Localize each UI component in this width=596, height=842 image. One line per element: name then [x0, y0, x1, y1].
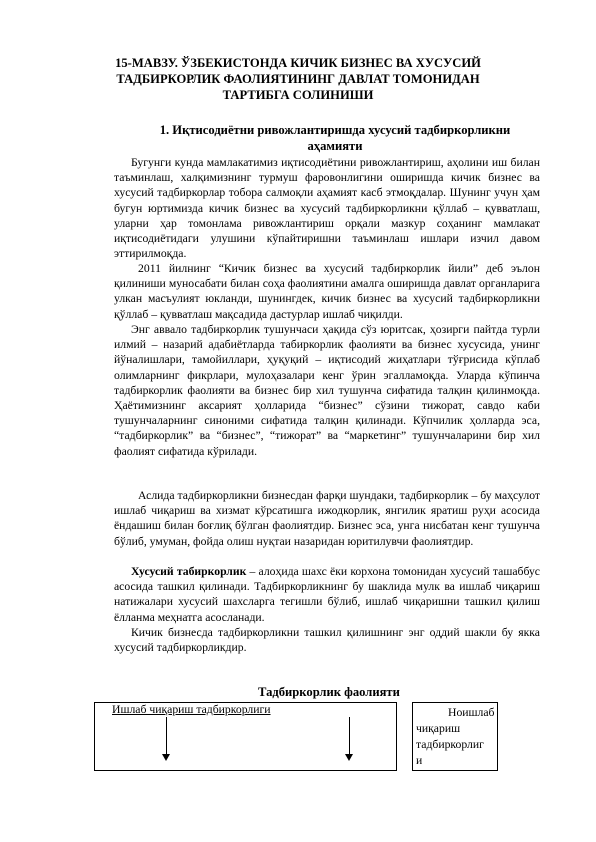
non-production-line-4: и [416, 754, 423, 767]
paragraph-5-text: – алоҳида шахс ёки корхона томонидан хусусий ташаббус асосида ташкил қилинади. Тадбиркорликнинг бу шаклида мулк ва ишлаб чиқариш натижалари хусусий шахсларга тегишли бўлиб, ишлаб чиқаришни ташкил қилиш ёлланма меҳнатга асосланади. [114, 565, 540, 624]
title-line-2: ТАДБИРКОРЛИК ФАОЛИЯТИНИНГ ДАВЛАТ ТОМОНИДАН [116, 71, 480, 86]
section-heading-line-2: аҳамияти [307, 138, 363, 153]
paragraph-3: Энг аввало тадбиркорлик тушунчаси ҳақида сўз юритсак, ҳозирги пайтда турли илмий – назарий адабиётларда табиркорлик фаолияти ва бизнес хусусида, унинг йўналишлари, тамойиллари, ҳуқуқий – иқтисодий жиҳатлари тўғрисида кўплаб олимларнинг фикрлари, мулоҳазалари кенг ўрин эгалламоқда. Уларда кўпинча тадбиркорлик фаолияти ва бизнес бир хил тушунча сифатида талқин қилинмоқда. Ҳаётимизнинг аксарият ҳолларида “бизнес” сўзини тижорат, савдо каби тушунчаларнинг синоними сифатида талқин қилинади. Кўпчилик ҳолларда эса, “тадбиркорлик” ва “бизнес”, “тижорат” ва “маркетинг” тушунчаларини бир хил фаолият сифатида кўрилади. [114, 323, 540, 458]
paragraph-5 [114, 564, 540, 625]
paragraph-2: 2011 йилнинг “Кичик бизнес ва хусусий тадбиркорлик йили” деб эълон қилиниши муносабати билан соҳа фаолиятини амалга оширишда давлат органларига улкан масъулият юкланди, шунингдек, кичик бизнес ва хусусий тадбиркорликни қўллаб – қувватлаш мақсадида дастурлар ишлаб чиқилди. [114, 262, 540, 321]
document-title [86, 56, 510, 103]
paragraph-1: Бугунги кунда мамлакатимиз иқтисодиётини ривожлантириш, аҳолини иш билан таъминлаш, халқимизнинг турмуш фаровонлигини оширишда кичик бизнес ва хусусий тадбиркорлар тобора салмоқли аҳамият касб этмоқдалар. Шунинг учун ҳам бугун юртимизда кичик бизнес ва хусусий тадбиркорликни қўллаб – қувватлаш, уларни ҳар томонлама ривожлантириш орқали мазкур соҳанинг мамлакат иқтисодиётидаги улушини кўпайтиришни таъминлаш ишлари изчил давом эттирилмоқда. [114, 156, 540, 261]
non-production-entrepreneurship-box [412, 702, 498, 771]
non-production-line-2: чиқариш [416, 722, 461, 735]
production-entrepreneurship-label: Ишлаб чиқариш тадбиркорлиги [112, 703, 271, 716]
non-production-line-1: Ноишлаб [448, 706, 495, 719]
diagram-title: Тадбиркорлик фаолияти [258, 685, 400, 699]
paragraph-6: Кичик бизнесда тадбиркорликни ташкил қилишнинг энг оддий шакли бу якка хусусий тадбиркорликдир. [114, 626, 540, 655]
title-line-1: 15-МАВЗУ. ЎЗБЕКИСТОНДА КИЧИК БИЗНЕС ВА ХУСУСИЙ [115, 56, 481, 70]
bold-term: Хусусий табиркорлик [131, 565, 247, 578]
section-heading-line-1: 1. Иқтисодиётни ривожлантиришда хусусий тадбиркорликни [159, 123, 511, 137]
section-heading [130, 123, 540, 155]
non-production-line-3: тадбиркорлиг [416, 738, 484, 751]
paragraph-4: Аслида тадбиркорликни бизнесдан фарқи шундаки, тадбиркорлик – бу маҳсулот ишлаб чиқариш ва хизмат кўрсатишга ижодкорлик, янгилик яратиш руҳи асосида ёндашиш билан боғлиқ бўлган фаолиятдир. Бизнес эса, унга нисбатан кенг тушунча бўлиб, умуман, фойда олиш нуқтаи назаридан юритилувчи фаолиятдир. [114, 489, 540, 548]
title-line-3: ТАРТИБГА СОЛИНИШИ [222, 87, 374, 102]
